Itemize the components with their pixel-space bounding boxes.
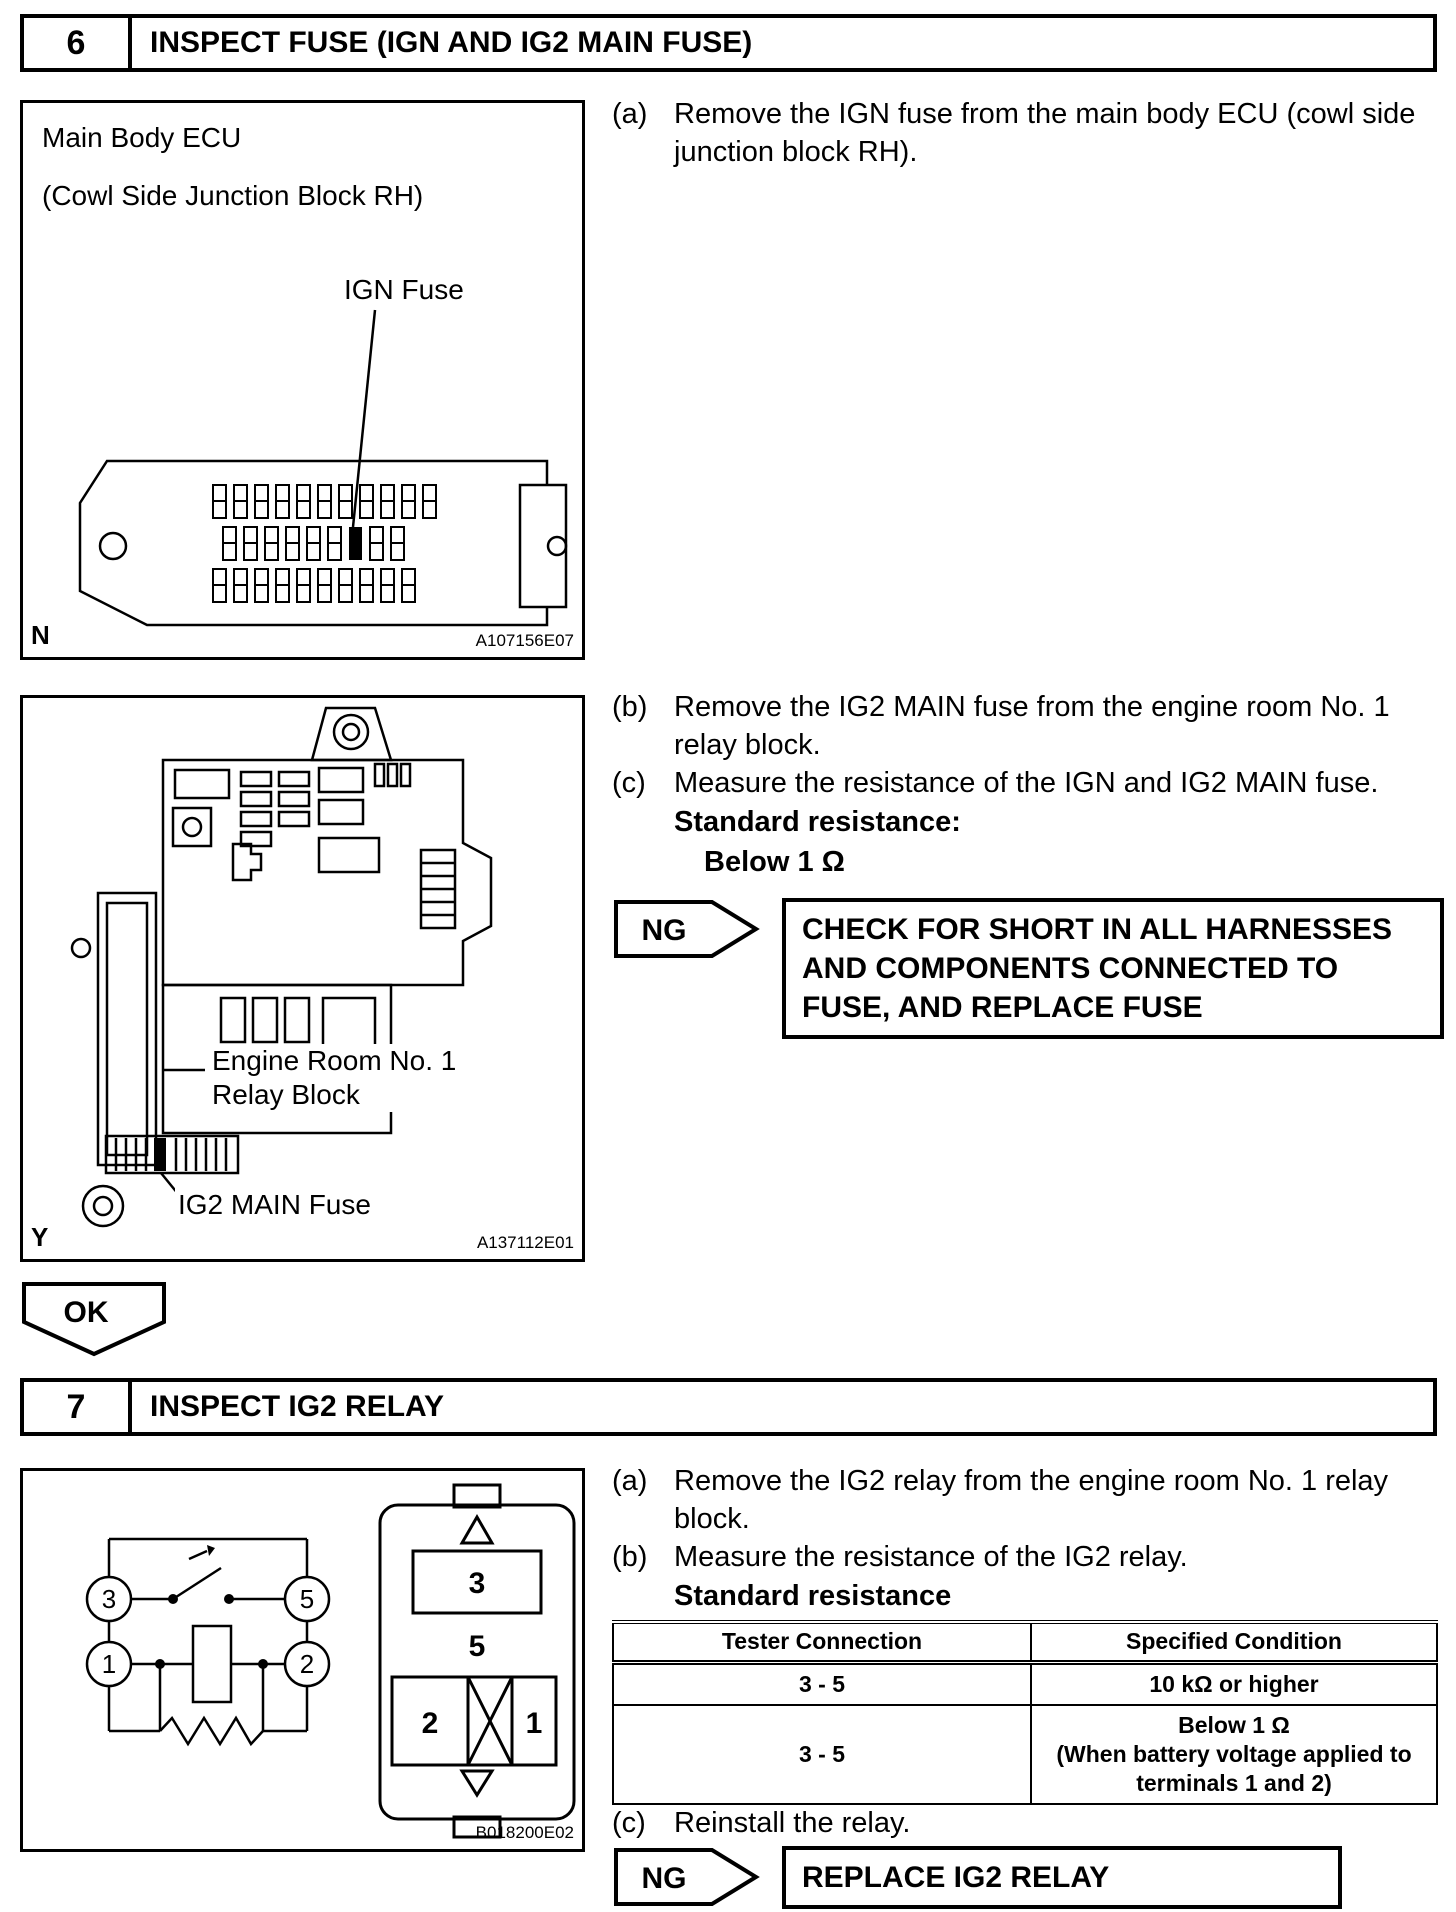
- svg-text:5: 5: [468, 1630, 486, 1663]
- item-text: Remove the IG2 relay from the engine room No. 1 relay block.: [674, 1465, 1389, 1535]
- up-triangle: [462, 1517, 492, 1543]
- fuse-row-2: [223, 527, 404, 560]
- ng-arrow: [612, 1846, 762, 1908]
- down-triangle: [462, 1771, 492, 1795]
- ign-fuse-callout: IGN Fuse: [341, 273, 467, 307]
- figure-code: B018200E02: [475, 1823, 574, 1842]
- item-marker: (b): [612, 691, 648, 723]
- svg-text:3: 3: [101, 1584, 117, 1614]
- ecu-title-label: Main Body ECU: [39, 121, 244, 155]
- standard-resistance-value: Below 1 Ω: [704, 846, 845, 878]
- step6-item-c: [612, 764, 1440, 802]
- step7-instructions-c: [612, 1804, 1440, 1842]
- svg-text:2: 2: [299, 1649, 315, 1679]
- svg-text:NG: NG: [641, 914, 687, 947]
- ig2-fuse-callout: IG2 MAIN Fuse: [175, 1188, 374, 1222]
- item-marker: (a): [612, 1465, 648, 1497]
- switch-arrowhead: [207, 1545, 215, 1556]
- step7-instructions: [612, 1462, 1440, 1616]
- svg-text:1: 1: [101, 1649, 117, 1679]
- item-marker: (a): [612, 98, 648, 130]
- step7-number: 7: [24, 1382, 132, 1432]
- step7-header: [20, 1378, 1437, 1436]
- item-text: Measure the resistance of the IGN and IG2 MAIN fuse.: [674, 767, 1379, 799]
- step7-item-a: [612, 1462, 1440, 1538]
- col-tester-connection: Tester Connection: [613, 1622, 1031, 1662]
- step6-item-a: [612, 95, 1440, 171]
- figure-code: A137112E01: [476, 1233, 574, 1252]
- ign-fuse-highlight: [349, 527, 362, 560]
- relay-circuit-drawing: [23, 1471, 588, 1855]
- bottom-mounting-ear: [83, 1186, 123, 1226]
- item-text: Reinstall the relay.: [674, 1807, 911, 1839]
- figure-corner-letter: N: [31, 620, 50, 650]
- cell-connection: 3 - 5: [613, 1705, 1031, 1804]
- step6-title: INSPECT FUSE (IGN AND IG2 MAIN FUSE): [150, 26, 753, 59]
- item-text: Remove the IG2 MAIN fuse from the engine room No. 1 relay block.: [674, 691, 1390, 761]
- table-row: [613, 1705, 1437, 1804]
- step6-instructions-bc: [612, 688, 1440, 882]
- col-specified-condition: Specified Condition: [1031, 1622, 1437, 1662]
- ecu-mounting-hole-left: [100, 533, 126, 559]
- cell-connection: 3 - 5: [613, 1662, 1031, 1705]
- ng-row-step7: [612, 1846, 1342, 1909]
- figure-corner-letter: Y: [31, 1222, 49, 1252]
- ecu-connector: [520, 485, 566, 607]
- item-text: Remove the IGN fuse from the main body ECU (cowl side junction block RH).: [674, 98, 1416, 168]
- ig2-main-fuse-highlight: [154, 1138, 166, 1171]
- figure-code: A107156E07: [475, 631, 574, 650]
- cell-condition: Below 1 Ω (When battery voltage applied to terminals 1 and 2): [1031, 1705, 1437, 1804]
- svg-text:2: 2: [421, 1707, 439, 1740]
- switch-blade: [173, 1568, 221, 1599]
- table-header-row: [613, 1622, 1437, 1662]
- coil-box: [193, 1626, 231, 1702]
- figure-main-body-ecu: [20, 100, 585, 660]
- step7-item-b: [612, 1538, 1440, 1576]
- standard-resistance-label: Standard resistance: [674, 1580, 952, 1612]
- standard-resistance-label: Standard resistance:: [674, 806, 961, 838]
- figure-ig2-relay-diagram: [20, 1468, 585, 1852]
- step6-header: [20, 14, 1437, 72]
- cell-condition: 10 kΩ or higher: [1031, 1662, 1437, 1705]
- step7-title: INSPECT IG2 RELAY: [150, 1390, 444, 1423]
- svg-text:3: 3: [468, 1567, 486, 1600]
- fuse-row-3: [213, 569, 415, 602]
- ign-fuse-leader-line: [353, 310, 375, 527]
- svg-text:NG: NG: [641, 1862, 687, 1895]
- ok-arrow: [20, 1280, 170, 1358]
- fuse-row-1: [213, 485, 436, 518]
- step6-number: 6: [24, 18, 132, 68]
- svg-text:1: 1: [525, 1707, 543, 1740]
- svg-text:OK: OK: [63, 1296, 109, 1329]
- ng-action-box: REPLACE IG2 RELAY: [782, 1846, 1342, 1909]
- step6-instructions-a: [612, 95, 1440, 171]
- ecu-subtitle-label: (Cowl Side Junction Block RH): [39, 179, 426, 213]
- figure-engine-relay-block: [20, 695, 585, 1262]
- resistor-zigzag: [160, 1718, 263, 1744]
- item-marker: (b): [612, 1541, 648, 1573]
- item-marker: (c): [612, 1807, 646, 1839]
- step6-item-b: [612, 688, 1440, 764]
- item-marker: (c): [612, 767, 646, 799]
- svg-text:5: 5: [299, 1584, 315, 1614]
- connector-key-shape: [233, 844, 261, 880]
- table-row: [613, 1662, 1437, 1705]
- relay-block-callout: Engine Room No. 1 Relay Block: [209, 1044, 459, 1112]
- item-text: Measure the resistance of the IG2 relay.: [674, 1541, 1188, 1573]
- step7-item-c: [612, 1804, 1440, 1842]
- relay-block-drawing: [23, 698, 588, 1265]
- ng-arrow: [612, 898, 762, 960]
- resistance-table: [612, 1620, 1438, 1805]
- ng-row-step6: [612, 898, 1444, 1039]
- ng-action-box: CHECK FOR SHORT IN ALL HARNESSES AND COMPONENTS CONNECTED TO FUSE, AND REPLACE FUSE: [782, 898, 1444, 1039]
